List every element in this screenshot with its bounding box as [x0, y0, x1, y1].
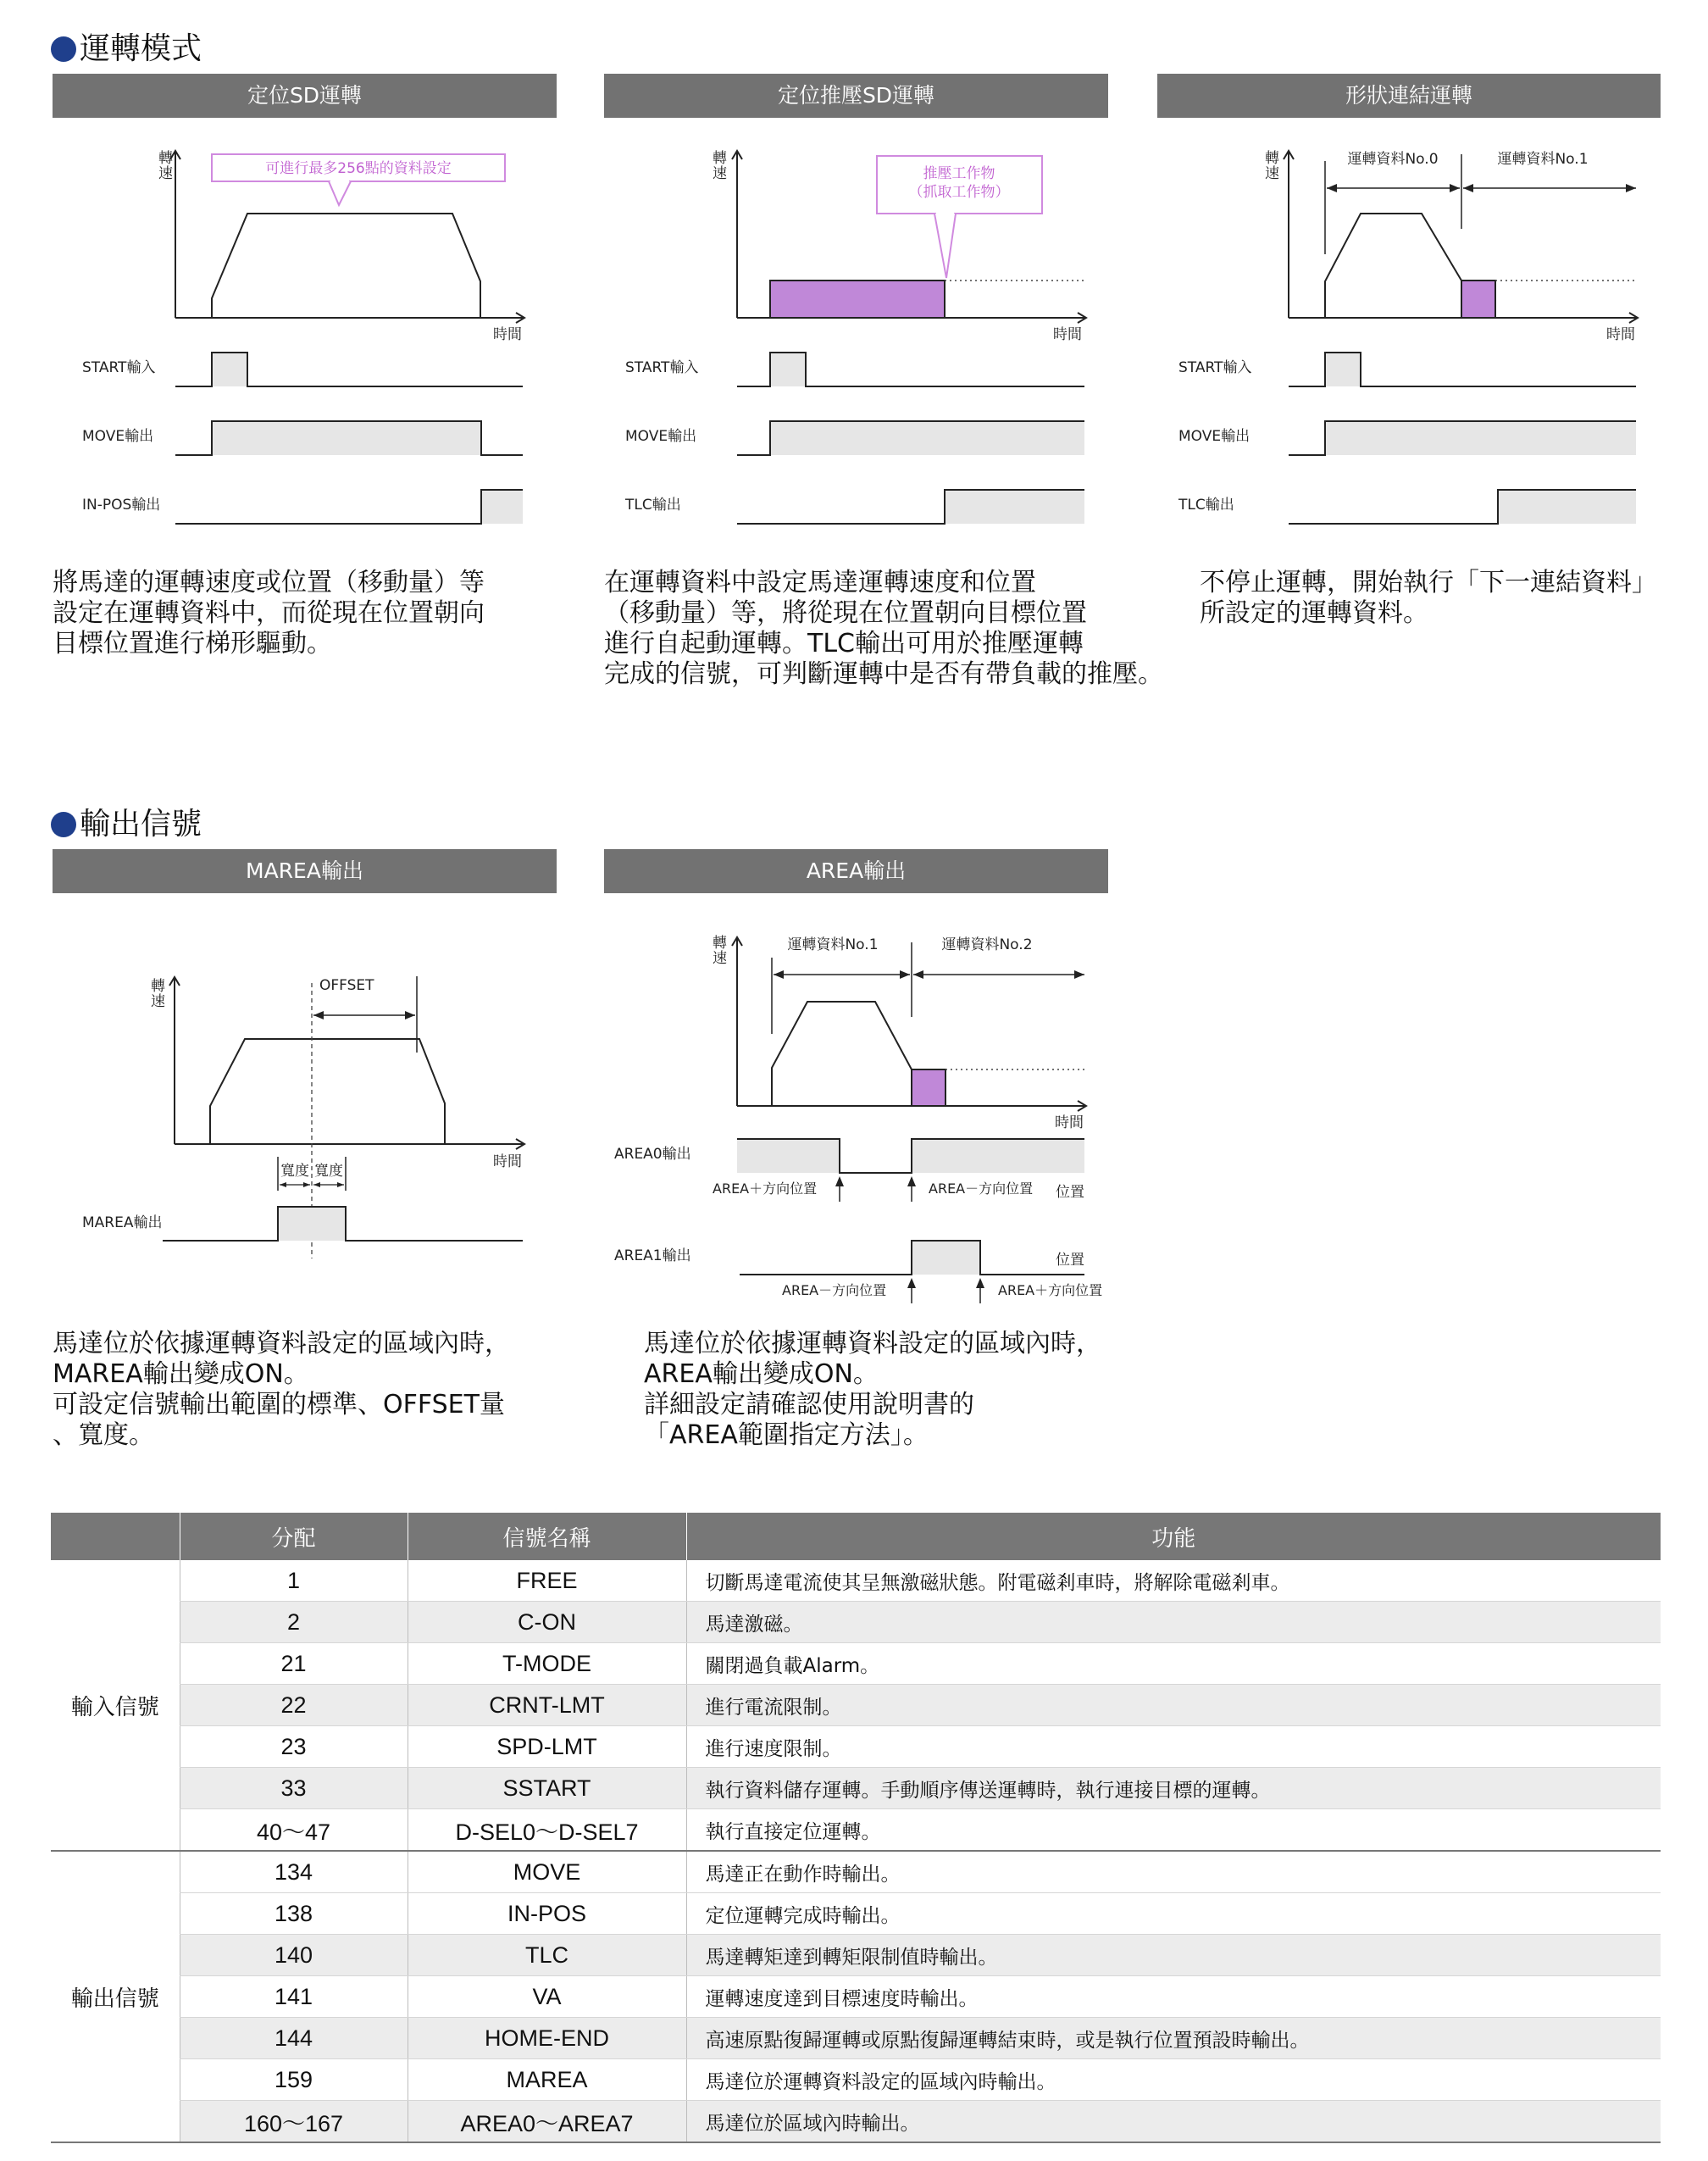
- cell-func: 定位運轉完成時輸出。: [686, 1893, 1661, 1935]
- area0-plus-position: AREA＋方向位置: [713, 1180, 818, 1197]
- diagram-push-sd-operation: [604, 136, 1112, 525]
- cell-name: HOME-END: [408, 2018, 686, 2059]
- diagram-marea-output: [53, 958, 561, 1280]
- table-header-function: 功能: [686, 1513, 1661, 1560]
- table-row: [51, 1643, 1661, 1685]
- axis-y-label-2: 速: [158, 165, 173, 182]
- cell-func: 馬達位於運轉資料設定的區域內時輸出。: [686, 2059, 1661, 2101]
- cell-func: 運轉速度達到目標速度時輸出。: [686, 1976, 1661, 2018]
- signal-table: [51, 1513, 1661, 2143]
- cell-name: VA: [408, 1976, 686, 2018]
- cell-no: 1: [180, 1560, 408, 1602]
- callout-text-1: 推壓工作物: [923, 165, 995, 182]
- table-row: [51, 1809, 1661, 1852]
- cell-name: T-MODE: [408, 1643, 686, 1685]
- cell-name: FREE: [408, 1560, 686, 1602]
- axis-x-label: 時間: [493, 326, 522, 343]
- description-marea: 馬達位於依據運轉資料設定的區域內時， MAREA輸出變成ON。 可設定信號輸出範圍的標準、OFFSET量 、寬度。: [53, 1329, 510, 1450]
- axis-x-label: 時間: [1055, 1114, 1084, 1131]
- axis-y-label-2: 速: [151, 993, 165, 1010]
- cell-no: 134: [180, 1851, 408, 1893]
- table-row: [51, 1726, 1661, 1768]
- table-row: [51, 1685, 1661, 1726]
- axis-y-label-2: 速: [713, 950, 727, 967]
- signal-label-tlc: TLC輸出: [1178, 497, 1234, 514]
- cell-name: CRNT-LMT: [408, 1685, 686, 1726]
- cell-no: 21: [180, 1643, 408, 1685]
- signal-label-start: START輸入: [1178, 359, 1252, 376]
- section-title-text: 輸出信號: [80, 807, 202, 842]
- cell-func: 切斷馬達電流使其呈無激磁狀態。附電磁剎車時，將解除電磁剎車。: [686, 1560, 1661, 1602]
- table-row: [51, 1560, 1661, 1602]
- diagram-area-output: [604, 924, 1112, 1305]
- cell-func: 馬達轉矩達到轉矩限制值時輸出。: [686, 1935, 1661, 1976]
- callout-text-2: （抓取工作物）: [908, 184, 1010, 201]
- panel-header-push-sd: 定位推壓SD運轉: [604, 74, 1108, 118]
- signal-label-move: MOVE輸出: [1178, 428, 1250, 445]
- axis-y-label-1: 轉: [158, 150, 173, 167]
- cell-no: 160～167: [180, 2101, 408, 2143]
- table-row: [51, 1893, 1661, 1935]
- axis-x-label: 時間: [493, 1153, 522, 1170]
- cell-func: 執行資料儲存運轉。手動順序傳送運轉時，執行連接目標的運轉。: [686, 1768, 1661, 1809]
- table-row: [51, 2018, 1661, 2059]
- bullet-dot-icon: [51, 36, 76, 62]
- cell-func: 高速原點復歸運轉或原點復歸運轉結束時，或是執行位置預設時輸出。: [686, 2018, 1661, 2059]
- cell-no: 138: [180, 1893, 408, 1935]
- cell-func: 關閉過負載Alarm。: [686, 1643, 1661, 1685]
- table-row: [51, 1935, 1661, 1976]
- cell-no: 23: [180, 1726, 408, 1768]
- signal-label-area0: AREA0輸出: [614, 1146, 691, 1163]
- panel-header-marea: MAREA輸出: [53, 849, 557, 893]
- signal-label-area1: AREA1輸出: [614, 1247, 691, 1264]
- callout-text: 可進行最多256點的資料設定: [265, 160, 452, 177]
- area1-plus-position: AREA＋方向位置: [998, 1282, 1103, 1298]
- cell-func: 進行電流限制。: [686, 1685, 1661, 1726]
- cell-name: AREA0～AREA7: [408, 2101, 686, 2143]
- cell-name: MOVE: [408, 1851, 686, 1893]
- cell-name: SSTART: [408, 1768, 686, 1809]
- area1-position-label: 位置: [1056, 1252, 1084, 1269]
- area0-minus-position: AREA－方向位置: [929, 1180, 1034, 1197]
- cell-name: SPD-LMT: [408, 1726, 686, 1768]
- width-label-1: 寬度: [280, 1163, 309, 1180]
- data-no0-label: 運轉資料No.0: [1347, 151, 1439, 168]
- section-title-text: 運轉模式: [80, 31, 202, 66]
- section-title-output-signal: [51, 806, 202, 843]
- axis-y-label-1: 轉: [713, 150, 727, 167]
- signal-label-start: START輸入: [82, 359, 156, 376]
- cell-no: 141: [180, 1976, 408, 2018]
- signal-label-marea: MAREA輸出: [82, 1214, 163, 1231]
- cell-name: MAREA: [408, 2059, 686, 2101]
- cell-func: 馬達正在動作時輸出。: [686, 1851, 1661, 1893]
- data-no1-label: 運轉資料No.1: [787, 936, 879, 953]
- area0-position-label: 位置: [1056, 1184, 1084, 1201]
- signal-label-inpos: IN-POS輸出: [82, 497, 161, 514]
- group-label-input: 輸入信號: [51, 1560, 180, 1851]
- group-label-output: 輸出信號: [51, 1851, 180, 2142]
- cell-func: 進行速度限制。: [686, 1726, 1661, 1768]
- diagram-link-operation: [1157, 136, 1666, 525]
- signal-label-start: START輸入: [625, 359, 699, 376]
- panel-header-sd: 定位SD運轉: [53, 74, 557, 118]
- diagram-sd-operation: [53, 136, 561, 525]
- cell-func: 執行直接定位運轉。: [686, 1809, 1661, 1852]
- axis-y-label-2: 速: [1265, 165, 1279, 182]
- cell-no: 2: [180, 1602, 408, 1643]
- area1-minus-position: AREA－方向位置: [782, 1282, 887, 1298]
- signal-label-tlc: TLC輸出: [625, 497, 681, 514]
- cell-no: 33: [180, 1768, 408, 1809]
- description-area: 馬達位於依據運轉資料設定的區域內時， AREA輸出變成ON。 詳細設定請確認使用說明書的 「AREA範圍指定方法」。: [644, 1329, 1101, 1450]
- table-header-group: [51, 1513, 180, 1560]
- axis-y-label-1: 轉: [713, 935, 727, 952]
- table-row: [51, 1976, 1661, 2018]
- table-row: [51, 1602, 1661, 1643]
- section-title-operation-mode: [51, 31, 202, 68]
- table-row: [51, 1768, 1661, 1809]
- bullet-dot-icon: [51, 812, 76, 837]
- width-label-2: 寬度: [314, 1163, 343, 1180]
- table-header-signal-name: 信號名稱: [408, 1513, 686, 1560]
- signal-label-move: MOVE輸出: [625, 428, 697, 445]
- cell-name: D-SEL0～D-SEL7: [408, 1809, 686, 1852]
- cell-name: C-ON: [408, 1602, 686, 1643]
- axis-x-label: 時間: [1606, 326, 1635, 343]
- table-header-row: [51, 1513, 1661, 1560]
- table-row: [51, 2059, 1661, 2101]
- panel-header-area: AREA輸出: [604, 849, 1108, 893]
- description-link: 不停止運轉，開始執行「下一連結資料」 所設定的運轉資料。: [1200, 568, 1657, 628]
- axis-x-label: 時間: [1053, 326, 1082, 343]
- cell-no: 40～47: [180, 1809, 408, 1852]
- cell-no: 159: [180, 2059, 408, 2101]
- data-no1-label: 運轉資料No.1: [1497, 151, 1589, 168]
- table-header-assignment: 分配: [180, 1513, 408, 1560]
- axis-y-label-2: 速: [713, 165, 727, 182]
- offset-label: OFFSET: [319, 977, 374, 994]
- cell-func: 馬達激磁。: [686, 1602, 1661, 1643]
- description-push-sd: 在運轉資料中設定馬達運轉速度和位置 （移動量）等，將從現在位置朝向目標位置 進行自起動運轉。TLC輸出可用於推壓運轉 完成的信號，可判斷運轉中是否有帶負載的推壓。: [604, 568, 1163, 689]
- cell-name: IN-POS: [408, 1893, 686, 1935]
- cell-func: 馬達位於區域內時輸出。: [686, 2101, 1661, 2143]
- cell-no: 140: [180, 1935, 408, 1976]
- cell-no: 144: [180, 2018, 408, 2059]
- axis-y-label-1: 轉: [151, 978, 165, 995]
- signal-label-move: MOVE輸出: [82, 428, 154, 445]
- table-row: [51, 1851, 1661, 1893]
- axis-y-label-1: 轉: [1265, 150, 1279, 167]
- description-sd: 將馬達的運轉速度或位置（移動量）等 設定在運轉資料中，而從現在位置朝向 目標位置進行梯形驅動。: [53, 568, 485, 658]
- panel-header-link: 形狀連結運轉: [1157, 74, 1661, 118]
- data-no2-label: 運轉資料No.2: [941, 936, 1033, 953]
- table-row: [51, 2101, 1661, 2143]
- cell-no: 22: [180, 1685, 408, 1726]
- cell-name: TLC: [408, 1935, 686, 1976]
